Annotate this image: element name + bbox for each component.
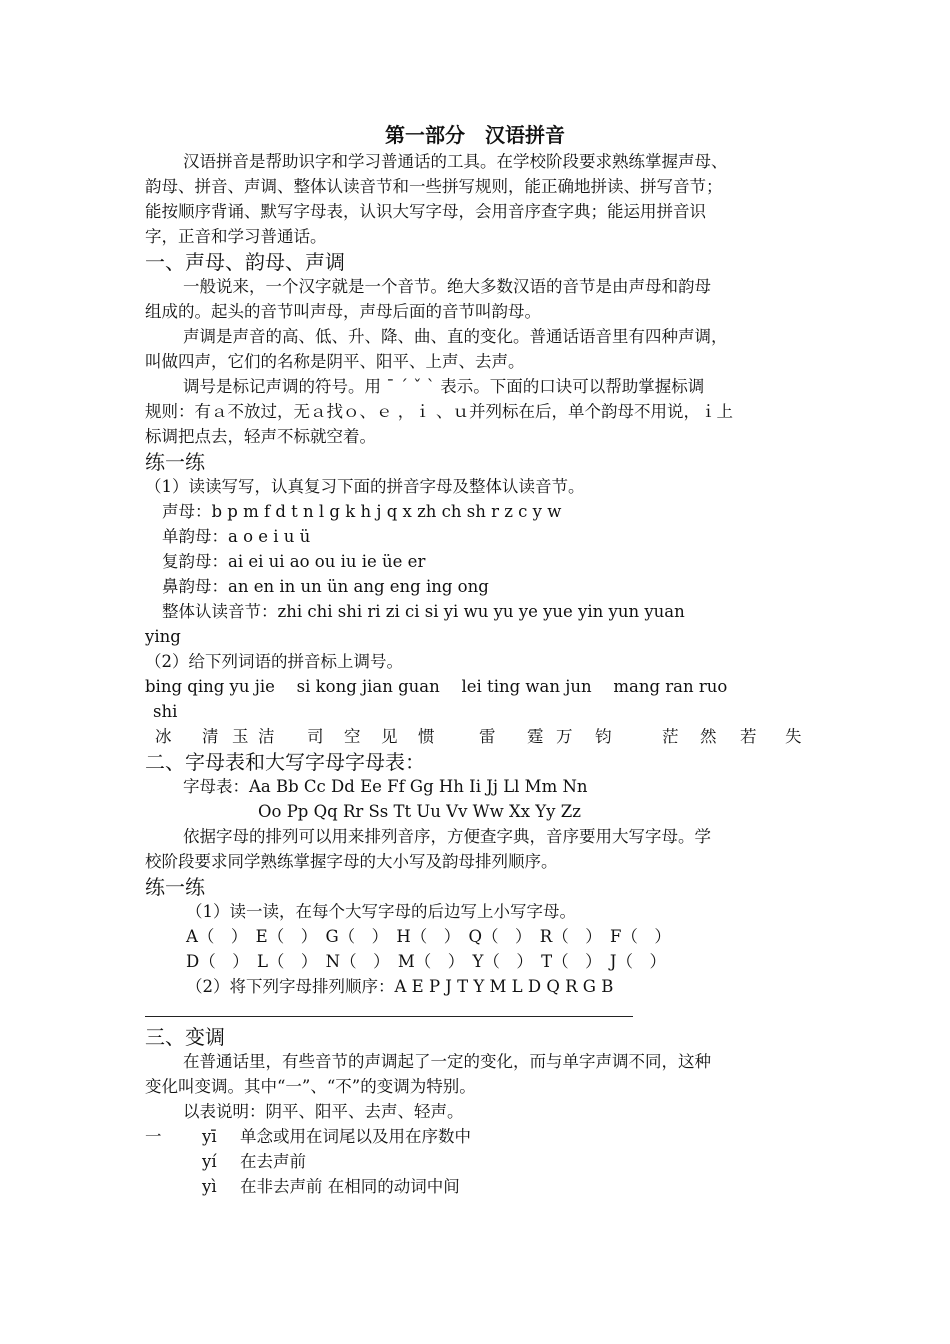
sec3-p1-line-2: 变化叫变调。其中“一”、“不”的变调为特别。 [145, 1077, 476, 1096]
sec2-p1-line-2: 校阶段要求同学熟练掌握字母的大小写及韵母排列顺序。 [145, 852, 558, 871]
sec3-p1-line-1: 在普通话里，有些音节的声调起了一定的变化，而与单字声调不同，这种 [183, 1052, 711, 1071]
pinyin-line-2: shi [153, 702, 178, 721]
pinyin-line-1: bing qing yu jie si kong jian guan lei ting wan jun mang ran ruo [145, 677, 728, 696]
idiom-char: 惯 [418, 727, 435, 746]
idiom-char: 然 [700, 727, 717, 746]
tone-table-desc: 单念或用在词尾以及用在序数中 [240, 1127, 471, 1146]
page-title: 第一部分 汉语拼音 [385, 123, 565, 147]
zhengti-line-2: ying [145, 627, 181, 646]
idiom-char: 冰 [155, 727, 172, 746]
practice-2-q1: （1）读一读，在每个大写字母的后边写上小写字母。 [186, 902, 576, 921]
fuyunmu-line: 复韵母：ai ei ui ao ou iu ie üe er [162, 552, 426, 571]
sec2-p1-line-1: 依据字母的排列可以用来排列音序，方便查字典，音序要用大写字母。学 [183, 827, 711, 846]
idiom-char: 霆 [527, 727, 544, 746]
alphabet-line-2: Oo Pp Qq Rr Ss Tt Uu Vv Ww Xx Yy Zz [258, 802, 581, 821]
idiom-char: 空 [344, 727, 361, 746]
tone-table-desc: 在去声前 [240, 1152, 306, 1171]
alphabet-line-1: 字母表：Aa Bb Cc Dd Ee Ff Gg Hh Ii Jj Ll Mm Nn [183, 777, 588, 796]
idiom-char: 茫 [662, 727, 679, 746]
shengmu-line: 声母：b p m f d t n l g k h j q x zh ch sh r z c y w [162, 502, 562, 521]
idiom-char: 失 [785, 727, 802, 746]
sec1-p3-line-2: 规则：有ａ不放过，无ａ找ｏ、ｅ ，ｉ 、ｕ并列标在后，单个韵母不用说，ｉ上 [145, 402, 733, 421]
zhengti-line-1: 整体认读音节：zhi chi shi ri zi ci si yi wu yu ye yue yin yun yuan [162, 602, 685, 621]
practice-2-q2: （2）将下列字母排列顺序：A E P J T Y M L D Q R G B [186, 977, 614, 996]
practice-1-q2: （2）给下列词语的拼音标上调号。 [145, 652, 403, 671]
section-3-heading: 三、变调 [145, 1025, 225, 1049]
section-2-heading: 二、字母表和大写字母字母表： [145, 750, 425, 774]
idiom-char: 玉 [232, 727, 249, 746]
intro-line-2: 韵母、拼音、声调、整体认读音节和一些拼写规则，能正确地拼读、拼写音节； [145, 177, 723, 196]
tone-table-pinyin: yí [202, 1152, 217, 1171]
idiom-char: 雷 [479, 727, 496, 746]
idiom-char: 见 [381, 727, 398, 746]
sec1-p1-line-2: 组成的。起头的音节叫声母，声母后面的音节叫韵母。 [145, 302, 541, 321]
letter-row-2: D（ ） L（ ） N（ ） M（ ） Y（ ） T（ ） J（ ） [186, 952, 667, 971]
tone-table-desc: 在非去声前 在相同的动词中间 [240, 1177, 460, 1196]
sec1-p3-line-1: 调号是标记声调的符号。用 ˉ ˊ ˇ ˋ 表示。下面的口诀可以帮助掌握标调 [183, 377, 705, 396]
tone-table-pinyin: yī [202, 1127, 217, 1146]
tone-table-char: 一 [145, 1127, 162, 1146]
sec3-p2: 以表说明：阴平、阳平、去声、轻声。 [183, 1102, 464, 1121]
intro-line-4: 字，正音和学习普通话。 [145, 227, 327, 246]
idiom-char: 清 [202, 727, 219, 746]
section-divider [145, 1016, 633, 1017]
danyunmu-line: 单韵母：a o e i u ü [162, 527, 311, 546]
idiom-char: 司 [307, 727, 324, 746]
idiom-char: 钧 [595, 727, 612, 746]
biyunmu-line: 鼻韵母：an en in un ün ang eng ing ong [162, 577, 489, 596]
idiom-char: 若 [740, 727, 757, 746]
sec1-p1-line-1: 一般说来，一个汉字就是一个音节。绝大多数汉语的音节是由声母和韵母 [183, 277, 711, 296]
intro-line-3: 能按顺序背诵、默写字母表，认识大写字母，会用音序查字典；能运用拼音识 [145, 202, 706, 221]
practice-1-q1: （1）读读写写，认真复习下面的拼音字母及整体认读音节。 [145, 477, 585, 496]
idiom-char: 万 [556, 727, 573, 746]
sec1-p3-line-3: 标调把点去，轻声不标就空着。 [145, 427, 376, 446]
sec1-p2-line-1: 声调是声音的高、低、升、降、曲、直的变化。普通话语音里有四种声调， [183, 327, 728, 346]
practice-2-heading: 练一练 [145, 875, 205, 899]
idiom-char: 洁 [258, 727, 275, 746]
section-1-heading: 一、声母、韵母、声调 [145, 250, 345, 274]
letter-row-1: A（ ） E（ ） G（ ） H（ ） Q（ ） R（ ） F（ ） [186, 927, 671, 946]
intro-line-1: 汉语拼音是帮助识字和学习普通话的工具。在学校阶段要求熟练掌握声母、 [183, 152, 728, 171]
sec1-p2-line-2: 叫做四声，它们的名称是阴平、阳平、上声、去声。 [145, 352, 525, 371]
tone-table-pinyin: yì [202, 1177, 217, 1196]
practice-1-heading: 练一练 [145, 450, 205, 474]
